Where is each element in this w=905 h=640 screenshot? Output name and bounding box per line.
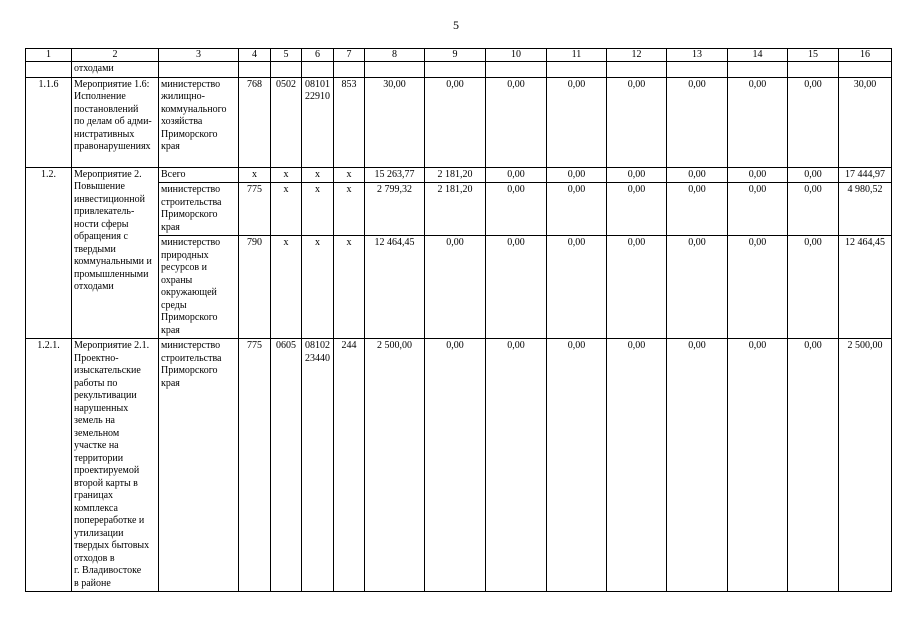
code-vr: 244 — [334, 339, 365, 592]
amount: 0,00 — [547, 77, 607, 167]
code-csr: x — [302, 236, 334, 339]
table-row — [26, 167, 892, 183]
amount: 0,00 — [667, 77, 728, 167]
cell — [271, 62, 302, 78]
code-csr: 08102 23440 — [302, 339, 334, 592]
amount-total: 4 980,52 — [839, 183, 892, 236]
amount: 15 263,77 — [365, 167, 425, 183]
amount: 0,00 — [607, 167, 667, 183]
code-csr: x — [302, 167, 334, 183]
amount: 0,00 — [728, 236, 788, 339]
amount: 0,00 — [486, 236, 547, 339]
amount: 0,00 — [607, 77, 667, 167]
amount-total: 2 500,00 — [839, 339, 892, 592]
amount: 0,00 — [728, 77, 788, 167]
cell — [365, 62, 425, 78]
row-number: 1.2. — [26, 167, 72, 339]
amount: 0,00 — [728, 339, 788, 592]
code-vr: x — [334, 236, 365, 339]
column-header: 16 — [839, 49, 892, 62]
page-number: 5 — [453, 18, 459, 32]
amount: 0,00 — [667, 339, 728, 592]
cell — [26, 62, 72, 78]
amount: 2 181,20 — [425, 183, 486, 236]
amount: 0,00 — [667, 183, 728, 236]
cell — [239, 62, 271, 78]
executor: министерство строительства Приморского края — [159, 339, 239, 592]
executor: министерство природных ресурсов и охраны окружающей среды Приморского края — [159, 236, 239, 339]
amount: 0,00 — [788, 339, 839, 592]
amount: 0,00 — [425, 77, 486, 167]
executor: министерство строительства Приморского края — [159, 183, 239, 236]
amount: 0,00 — [486, 339, 547, 592]
budget-table — [25, 48, 892, 592]
code-grbs: 790 — [239, 236, 271, 339]
amount: 12 464,45 — [365, 236, 425, 339]
amount: 0,00 — [788, 236, 839, 339]
column-header: 6 — [302, 49, 334, 62]
cell — [788, 62, 839, 78]
column-header: 13 — [667, 49, 728, 62]
code-vr: x — [334, 183, 365, 236]
executor: министерство жилищно- коммунального хозяйства Приморского края — [159, 77, 239, 167]
column-header: 12 — [607, 49, 667, 62]
column-number-row — [26, 49, 892, 62]
amount: 0,00 — [788, 77, 839, 167]
amount: 0,00 — [788, 167, 839, 183]
amount: 0,00 — [788, 183, 839, 236]
amount: 0,00 — [547, 183, 607, 236]
table-row — [26, 62, 892, 78]
amount-total: 17 444,97 — [839, 167, 892, 183]
column-header: 10 — [486, 49, 547, 62]
column-header: 4 — [239, 49, 271, 62]
amount: 0,00 — [607, 339, 667, 592]
amount: 0,00 — [667, 167, 728, 183]
code-grbs: 775 — [239, 183, 271, 236]
column-header: 1 — [26, 49, 72, 62]
amount: 0,00 — [547, 167, 607, 183]
measure-name: отходами — [72, 62, 159, 78]
amount: 2 500,00 — [365, 339, 425, 592]
code-grbs: x — [239, 167, 271, 183]
amount: 30,00 — [365, 77, 425, 167]
measure-name: Мероприятие 2. Повышение инвестиционной привлекатель- ности сферы обращения с твердыми коммунальными и промышленными отходами — [72, 167, 159, 339]
cell — [425, 62, 486, 78]
code-rzpr: x — [271, 167, 302, 183]
code-vr: x — [334, 167, 365, 183]
cell — [728, 62, 788, 78]
amount: 0,00 — [425, 236, 486, 339]
column-header: 8 — [365, 49, 425, 62]
cell — [159, 62, 239, 78]
amount: 2 181,20 — [425, 167, 486, 183]
cell — [607, 62, 667, 78]
amount: 0,00 — [728, 167, 788, 183]
amount: 0,00 — [425, 339, 486, 592]
amount: 0,00 — [728, 183, 788, 236]
code-csr: 08101 22910 — [302, 77, 334, 167]
amount-total: 12 464,45 — [839, 236, 892, 339]
amount: 0,00 — [547, 339, 607, 592]
column-header: 15 — [788, 49, 839, 62]
cell — [486, 62, 547, 78]
amount: 0,00 — [486, 183, 547, 236]
table-row — [26, 77, 892, 167]
code-rzpr: x — [271, 183, 302, 236]
executor: Всего — [159, 167, 239, 183]
code-grbs: 768 — [239, 77, 271, 167]
measure-name: Мероприятие 2.1. Проектно- изыскательские работы по рекультивации нарушенных земель на земельном участке на территории проектируемой второй карты в границах комплекса попереработке и утилизации твердых бытовых отходов в г. Владивостоке в районе — [72, 339, 159, 592]
amount: 2 799,32 — [365, 183, 425, 236]
row-number: 1.2.1. — [26, 339, 72, 592]
column-header: 3 — [159, 49, 239, 62]
cell — [547, 62, 607, 78]
amount: 0,00 — [607, 236, 667, 339]
amount-total: 30,00 — [839, 77, 892, 167]
code-rzpr: x — [271, 236, 302, 339]
amount: 0,00 — [607, 183, 667, 236]
column-header: 2 — [72, 49, 159, 62]
table-row — [26, 339, 892, 592]
code-rzpr: 0605 — [271, 339, 302, 592]
code-vr: 853 — [334, 77, 365, 167]
cell — [667, 62, 728, 78]
code-csr: x — [302, 183, 334, 236]
column-header: 5 — [271, 49, 302, 62]
column-header: 9 — [425, 49, 486, 62]
amount: 0,00 — [667, 236, 728, 339]
cell — [302, 62, 334, 78]
column-header: 7 — [334, 49, 365, 62]
measure-name: Мероприятие 1.6: Исполнение постановлений по делам об адми- нистративных правонарушениях — [72, 77, 159, 167]
column-header: 11 — [547, 49, 607, 62]
column-header: 14 — [728, 49, 788, 62]
cell — [839, 62, 892, 78]
row-number: 1.1.6 — [26, 77, 72, 167]
cell — [334, 62, 365, 78]
amount: 0,00 — [486, 77, 547, 167]
amount: 0,00 — [547, 236, 607, 339]
amount: 0,00 — [486, 167, 547, 183]
code-rzpr: 0502 — [271, 77, 302, 167]
code-grbs: 775 — [239, 339, 271, 592]
